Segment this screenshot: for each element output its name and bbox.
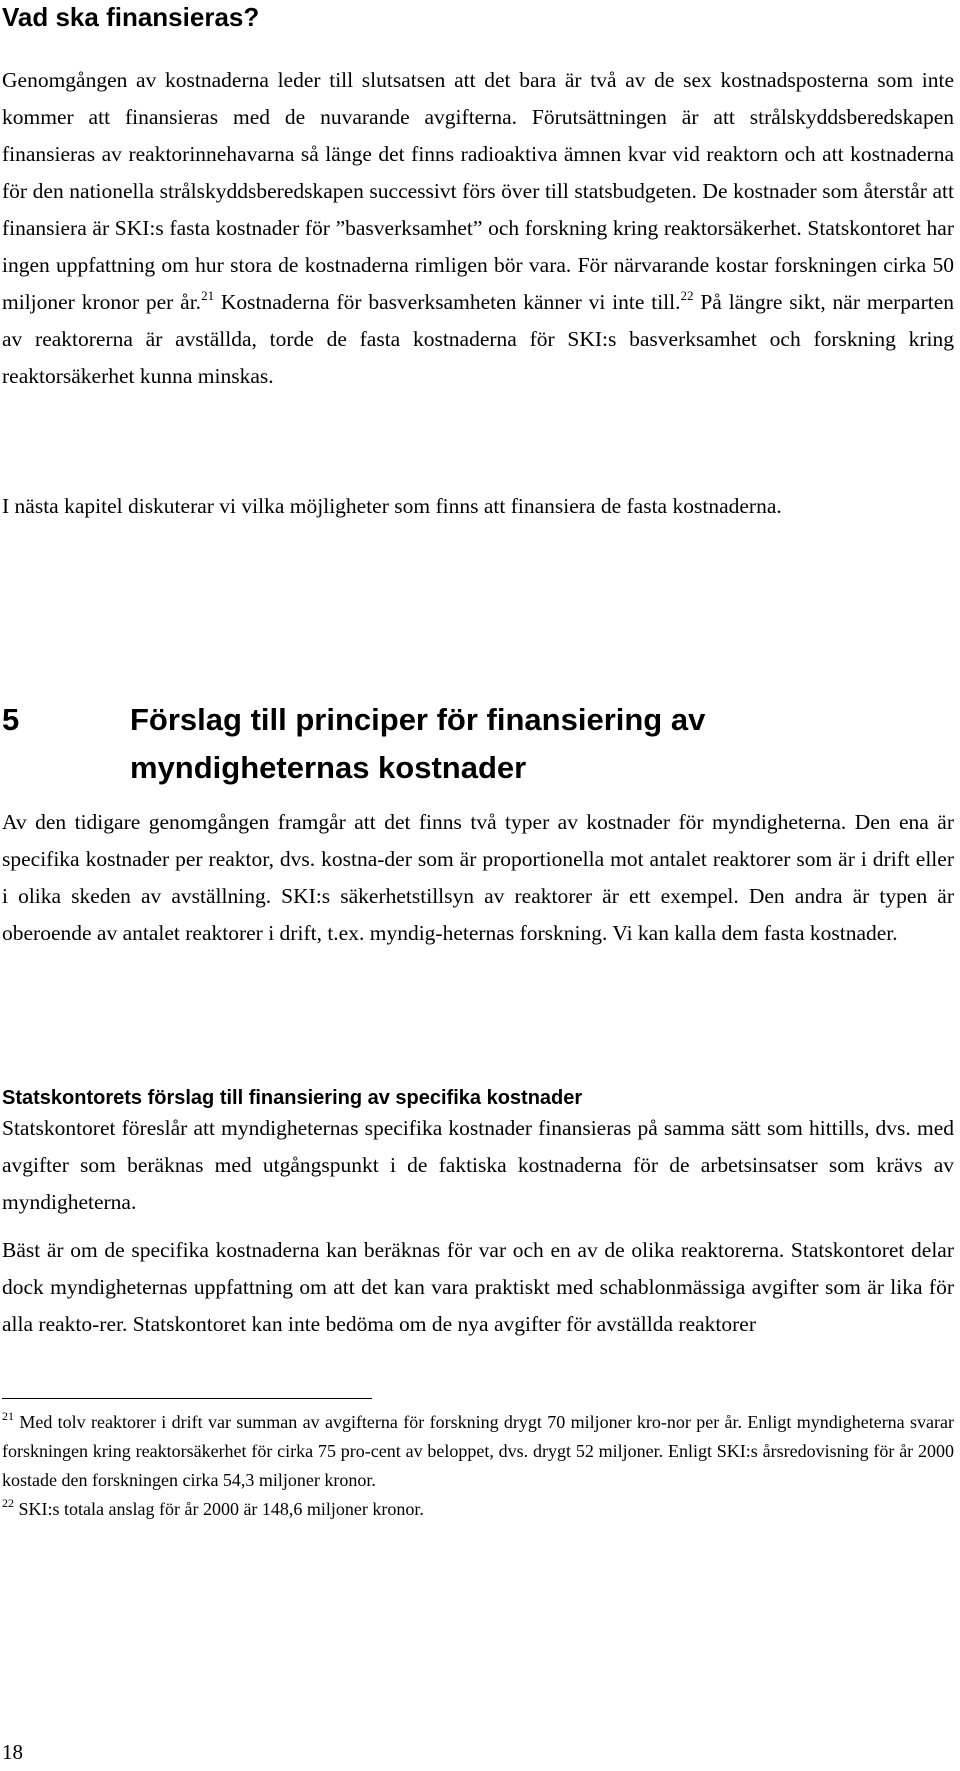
paragraph-finansiering (2, 62, 954, 395)
paragraph-text: Kostnaderna för basverksamheten känner vi inte till. (214, 290, 681, 314)
chapter-title: Förslag till principer för finansiering av myndigheternas kostnader (130, 702, 706, 785)
paragraph-text: På längre sikt, när merparten av reaktorerna är avställda, torde de fasta kostnaderna för SKI:s basverksamhet och forskning kring reaktorsäkerhet kunna minskas. (2, 290, 954, 388)
paragraph-nasta-kapitel: I nästa kapitel diskuterar vi vilka möjligheter som finns att finansiera de fasta kostnaderna. (2, 494, 782, 518)
footnote-22 (2, 1495, 954, 1524)
footnote-text: Med tolv reaktorer i drift var summan av avgifterna för forskning drygt 70 miljoner kro-nor per år. Enligt myndigheterna svarar forskningen kring reaktorsäkerhet för cirka 75 pro-cent av beloppet, dvs. drygt 52 miljoner. Enligt SKI:s årsredovisning för år 2000 kostade den forskningen cirka 54,3 miljoner kronor. (2, 1412, 954, 1490)
footnote-21 (2, 1408, 954, 1495)
subheading: Statskontorets förslag till finansiering av specifika kostnader (2, 1087, 583, 1109)
page-number: 18 (2, 1740, 23, 1764)
paragraph-text: Genomgången av kostnaderna leder till slutsatsen att det bara är två av de sex kostnadsposterna som inte kommer att finansieras med de nuvarande avgifterna. Förutsättningen är att strålskyddsberedskapen finansieras av reaktorinnehavarna så länge det finns radioaktiva ämnen kvar vid reaktorn och att kostnaderna för den nationella strålskyddsberedskapen successivt förs över till statsbudgeten. De kostnader som återstår att finansiera är SKI:s fasta kostnader för ”basverksamhet” och forskning kring reaktorsäkerhet. Statskontoret har ingen uppfattning om hur stora de kostnaderna rimligen bör vara. För närvarande kostar forskningen cirka 50 miljoner kronor per år. (2, 68, 954, 314)
section-heading: Vad ska finansieras? (2, 2, 260, 32)
paragraph-specifika-kostnader: Bäst är om de specifika kostnaderna kan beräknas för var och en av de olika reaktorerna. Statskontoret delar dock myndigheternas uppfattning om att det kan vara praktiskt med schablonmässiga avgifter som är lika för alla reakto-rer. Statskontoret kan inte bedöma om de nya avgifter för avställda reaktorer (2, 1238, 954, 1336)
footnote-separator (2, 1398, 372, 1399)
paragraph-forslag: Statskontoret föreslår att myndigheternas specifika kostnader finansieras på samma sätt som hittills, dvs. med avgifter som beräknas med utgångspunkt i de faktiska kostnaderna för de arbetsinsatser som krävs av myndigheterna. (2, 1116, 954, 1214)
footnote-number: 22 (2, 1496, 14, 1510)
footnote-number: 21 (2, 1409, 14, 1423)
footnote-reference: 22 (680, 288, 694, 303)
footnotes (2, 1408, 954, 1524)
footnote-text: SKI:s totala anslag för år 2000 är 148,6 miljoner kronor. (14, 1499, 424, 1519)
chapter-number: 5 (2, 702, 20, 737)
footnote-reference: 21 (201, 288, 215, 303)
paragraph-kostnadstyper: Av den tidigare genomgången framgår att det finns två typer av kostnader för myndigheterna. Den ena är specifika kostnader per reaktor, dvs. kostna-der som är proportionella mot antalet reaktorer som är i drift eller i olika skeden av avställning. SKI:s säkerhetstillsyn av reaktorer är ett exempel. Den andra är typen är oberoende av antalet reaktorer i drift, t.ex. myndig-heternas forskning. Vi kan kalla dem fasta kostnader. (2, 810, 954, 945)
